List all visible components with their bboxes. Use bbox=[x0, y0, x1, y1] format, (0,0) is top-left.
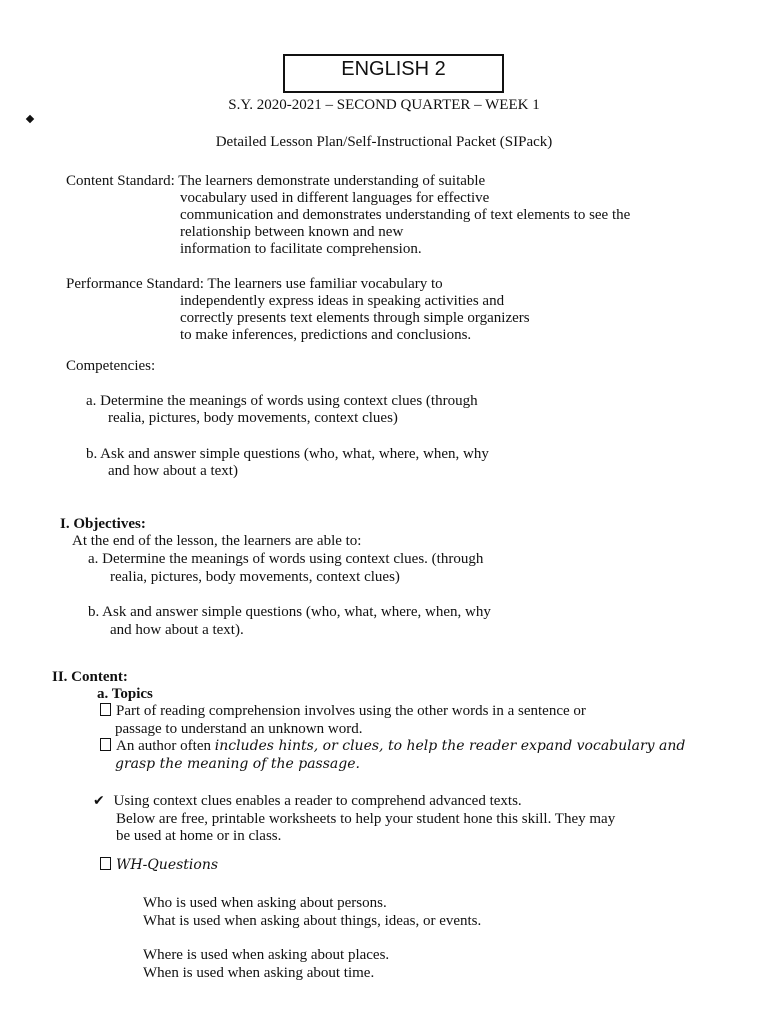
topic-bullet-2-italic: includes hints, or clues, to help the reader expand vocabulary and bbox=[214, 738, 686, 754]
content-heading: II. Content: bbox=[52, 669, 128, 685]
checkmark-icon: ✔ bbox=[93, 793, 105, 809]
wh-line-when: When is used when asking about time. bbox=[143, 965, 375, 981]
topic-bullet-2-line-2: grasp the meaning of the passage. bbox=[115, 756, 360, 772]
topic-bullet-1-line-2: passage to understand an unknown word. bbox=[115, 721, 363, 737]
objectives-heading: I. Objectives: bbox=[60, 516, 146, 532]
content-standard-line-2: vocabulary used in different languages for effective bbox=[180, 190, 490, 206]
topics-label: a. Topics bbox=[97, 686, 153, 702]
performance-standard-line-3: correctly presents text elements through simple organizers bbox=[180, 310, 530, 326]
objective-a-line-2: realia, pictures, body movements, context clues) bbox=[110, 569, 400, 585]
performance-standard-line-1: The learners use familiar vocabulary to bbox=[207, 276, 443, 292]
content-standard-line-5: information to facilitate comprehension. bbox=[180, 241, 422, 257]
performance-standard-label: Performance Standard: The learners use familiar vocabulary to bbox=[66, 276, 443, 292]
content-standard-line-4: relationship between known and new bbox=[180, 224, 404, 240]
wh-line-who: Who is used when asking about persons. bbox=[143, 895, 387, 911]
packet-title: Detailed Lesson Plan/Self-Instructional Packet (SIPack) bbox=[215, 134, 553, 150]
topic-bullet-1: Part of reading comprehension involves using the other words in a sentence or bbox=[100, 703, 586, 720]
content-standard-line-1: The learners demonstrate understanding of suitable bbox=[178, 173, 486, 189]
competencies-label: Competencies: bbox=[66, 358, 156, 374]
objective-b-line-1: b. Ask and answer simple questions (who, what, where, when, why bbox=[88, 604, 491, 620]
school-year-line: S.Y. 2020-2021 – SECOND QUARTER – WEEK 1 bbox=[228, 97, 540, 113]
competency-b-line-2: and how about a text) bbox=[108, 463, 238, 479]
competency-a-line-2: realia, pictures, body movements, context clues) bbox=[108, 410, 398, 426]
topic-bullet-2: An author often includes hints, or clues, to help the reader expand vocabulary and bbox=[100, 738, 685, 755]
wh-line-what: What is used when asking about things, ideas, or events. bbox=[143, 913, 482, 929]
box-bullet-icon bbox=[100, 738, 111, 751]
objective-b-line-2: and how about a text). bbox=[110, 622, 244, 638]
objective-a-line-1: a. Determine the meanings of words using context clues. (through bbox=[88, 551, 484, 567]
content-standard-label: Content Standard: The learners demonstrate understanding of suitable bbox=[66, 173, 486, 189]
box-bullet-icon bbox=[100, 857, 111, 870]
competency-b-line-1: b. Ask and answer simple questions (who, what, where, when, why bbox=[86, 446, 489, 462]
document-title: ENGLISH 2 bbox=[341, 58, 446, 80]
wh-line-where: Where is used when asking about places. bbox=[143, 947, 390, 963]
objectives-intro: At the end of the lesson, the learners are able to: bbox=[72, 533, 362, 549]
box-bullet-icon bbox=[100, 703, 111, 716]
competency-a-line-1: a. Determine the meanings of words using context clues (through bbox=[86, 393, 478, 409]
wh-questions-label: WH-Questions bbox=[100, 857, 218, 874]
check-item: ✔ Using context clues enables a reader to comprehend advanced texts. bbox=[93, 793, 522, 809]
diamond-bullet-icon bbox=[26, 115, 34, 123]
performance-standard-line-4: to make inferences, predictions and conclusions. bbox=[180, 327, 472, 343]
check-item-line-3: be used at home or in class. bbox=[116, 828, 282, 844]
content-standard-line-3: communication and demonstrates understanding of text elements to see the bbox=[180, 207, 631, 223]
title-box bbox=[283, 54, 504, 93]
performance-standard-line-2: independently express ideas in speaking activities and bbox=[180, 293, 505, 309]
check-item-line-2: Below are free, printable worksheets to help your student hone this skill. They may bbox=[116, 811, 616, 827]
